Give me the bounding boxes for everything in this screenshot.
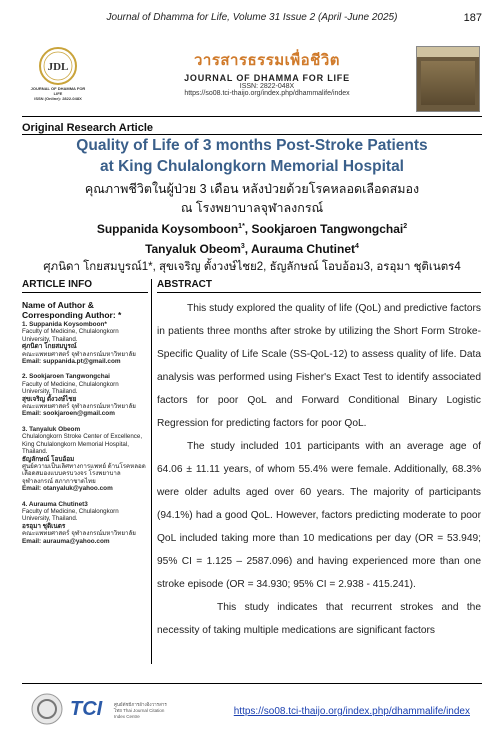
journal-issn: ISSN: 2822-048X bbox=[239, 83, 295, 90]
author-name: 1. Suppanida Koysomboon* bbox=[22, 321, 107, 328]
author-entry bbox=[22, 426, 148, 493]
journal-url[interactable]: https://so08.tci-thaijo.org/index.php/dhammalife/index bbox=[184, 90, 350, 97]
author-entry bbox=[22, 501, 148, 545]
author-affiliation: Faculty of Medicine, Chulalongkorn University, Thailand. bbox=[22, 328, 119, 343]
tci-logo: TCI bbox=[70, 698, 103, 720]
author-email: Email: sookjaroen@gmail.com bbox=[22, 410, 115, 418]
abstract-paragraph: This study explored the quality of life (QoL) and predictive factors in patients three months after stroke by utilizing the Short Form Stroke-Specific Quality of Life Scale (SS-QoL-12) to assess quality of life. Data analysis was performed using Fisher's Exact Test to identify associated factors for poor QoL and Forward Conditional Binary Logistic Regression for predicting factors for poor QoL. bbox=[157, 303, 481, 429]
author-name: 4. Aurauma Chutinet3 bbox=[22, 500, 88, 508]
journal-banner bbox=[22, 44, 482, 112]
article-info-heading: ARTICLE INFO bbox=[22, 279, 148, 293]
logo-issn: ISSN (Online): 2822-048X bbox=[34, 96, 82, 101]
abstract-heading: ABSTRACT bbox=[157, 279, 481, 293]
logo-caption: JOURNAL OF DHAMMA FOR LIFE bbox=[30, 86, 86, 96]
author-thai-affiliation: ศูนย์ความเป็นเลิศทางการแพทย์ ด้านโรคหลอดเลือดสมองแบบครบวงจร โรงพยาบาลจุฬาลงกรณ์ สภากาชาดไทย bbox=[22, 462, 146, 485]
tci-caption: ศูนย์ดัชนีการอ้างอิงวารสารไทย Thai Journal Citation Index Centre bbox=[114, 702, 167, 719]
abstract-column bbox=[157, 279, 481, 642]
author-entry bbox=[22, 373, 148, 417]
article-title: Quality of Life of 3 months Post-Stroke Patients at King Chulalongkorn Memorial Hospital bbox=[76, 137, 428, 175]
author-thai-affiliation: คณะแพทยศาสตร์ จุฬาลงกรณ์มหาวิทยาลัย bbox=[22, 403, 136, 411]
journal-logo bbox=[28, 46, 88, 108]
running-header: Journal of Dhamma for Life, Volume 31 Issue 2 (April -June 2025) bbox=[106, 12, 398, 23]
corresponding-heading: Name of Author & Corresponding Author: * bbox=[22, 300, 122, 320]
author-affiliation: Faculty of Medicine, Chulalongkorn University, Thailand. bbox=[22, 507, 119, 523]
journal-thai-name: วารสารธรรมเพื่อชีวิต bbox=[193, 52, 341, 69]
author-email: Email: aurauma@yahoo.com bbox=[22, 537, 110, 545]
column-divider bbox=[151, 279, 152, 664]
journal-title-block bbox=[122, 48, 412, 97]
author-name: 3. Tanyaluk Obeom bbox=[22, 425, 81, 433]
author-thai-name: ธัญลักษณ์ โอบอ้อม bbox=[22, 455, 75, 463]
article-type: Original Research Article bbox=[22, 122, 154, 134]
abstract-body bbox=[157, 297, 481, 642]
footer-url-link[interactable]: https://so08.tci-thaijo.org/index.php/dhammalife/index bbox=[233, 706, 470, 717]
author-email: Email: suppanida.pt@gmail.com bbox=[22, 358, 121, 366]
journal-footer-logo-icon bbox=[30, 692, 64, 726]
author-affiliation: Faculty of Medicine, Chulalongkorn University, Thailand. bbox=[22, 380, 119, 396]
author-thai-name: ศุภนิดา โกยสมบูรณ์ bbox=[22, 343, 77, 351]
author-email: Email: otanyaluk@yahoo.com bbox=[22, 485, 113, 493]
footer-divider bbox=[22, 683, 482, 684]
authors-english: Suppanida Koysomboon$^{1*}$, Sookjaroen Tangwongchai$^2$ Tanyaluk Obeom$^3$, Aurauma Chutinet$^4$ bbox=[96, 222, 408, 256]
abstract-paragraph: The study included 101 participants with an average age of 64.06 ± 11.11 years, of whom 55.4% were female. Additionally, 68.3% were older adults aged over 60 years. The majority of participants (94.1%) had a good QoL. However, factors predicting moderate to poor QoL included taking more than 10 medications per day (OR = 53.949; 95% CI = 1.125 – 2587.096) and having experienced more than one stroke episode (OR = 34.930; 95% CI = 2.938 - 415.241). bbox=[157, 441, 481, 590]
author-thai-affiliation: คณะแพทยศาสตร์ จุฬาลงกรณ์มหาวิทยาลัย bbox=[22, 530, 136, 538]
author-thai-affiliation: คณะแพทยศาสตร์ จุฬาลงกรณ์มหาวิทยาลัย bbox=[22, 350, 136, 358]
logo-text: JDL bbox=[47, 61, 69, 73]
abstract-paragraph: This study indicates that recurrent strokes and the necessity of taking multiple medications are significant factors bbox=[157, 602, 481, 636]
author-thai-name: สุขเจริญ ตั้งวงษ์ไชย bbox=[22, 395, 77, 403]
jdl-seal-icon bbox=[38, 46, 78, 86]
article-info-column bbox=[22, 279, 148, 659]
author-entry bbox=[22, 321, 148, 365]
journal-english-name: JOURNAL OF DHAMMA FOR LIFE bbox=[184, 73, 350, 83]
divider bbox=[22, 116, 482, 117]
authors-thai: ศุภนิดา โกยสมบูรณ์1*, สุขเจริญ ตั้งวงษ์ไชย2, ธัญลักษณ์ โอบอ้อม3, อรอุมา ชุติเนตร4 bbox=[43, 261, 461, 273]
footer bbox=[30, 692, 470, 728]
author-affiliation: Chulalongkorn Stroke Center of Excellence, King Chulalongkorn Memorial Hospital, Thailand. bbox=[22, 433, 143, 456]
author-name: 2. Sookjaroen Tangwongchai bbox=[22, 373, 110, 381]
author-thai-name: อรอุมา ชุติเนตร bbox=[22, 522, 66, 530]
page-number: 187 bbox=[463, 12, 482, 24]
journal-cover-image bbox=[416, 46, 480, 112]
article-thai-title: คุณภาพชีวิตในผู้ป่วย 3 เดือน หลังป่วยด้วยโรคหลอดเลือดสมอง ณ โรงพยาบาลจุฬาลงกรณ์ bbox=[84, 182, 420, 215]
